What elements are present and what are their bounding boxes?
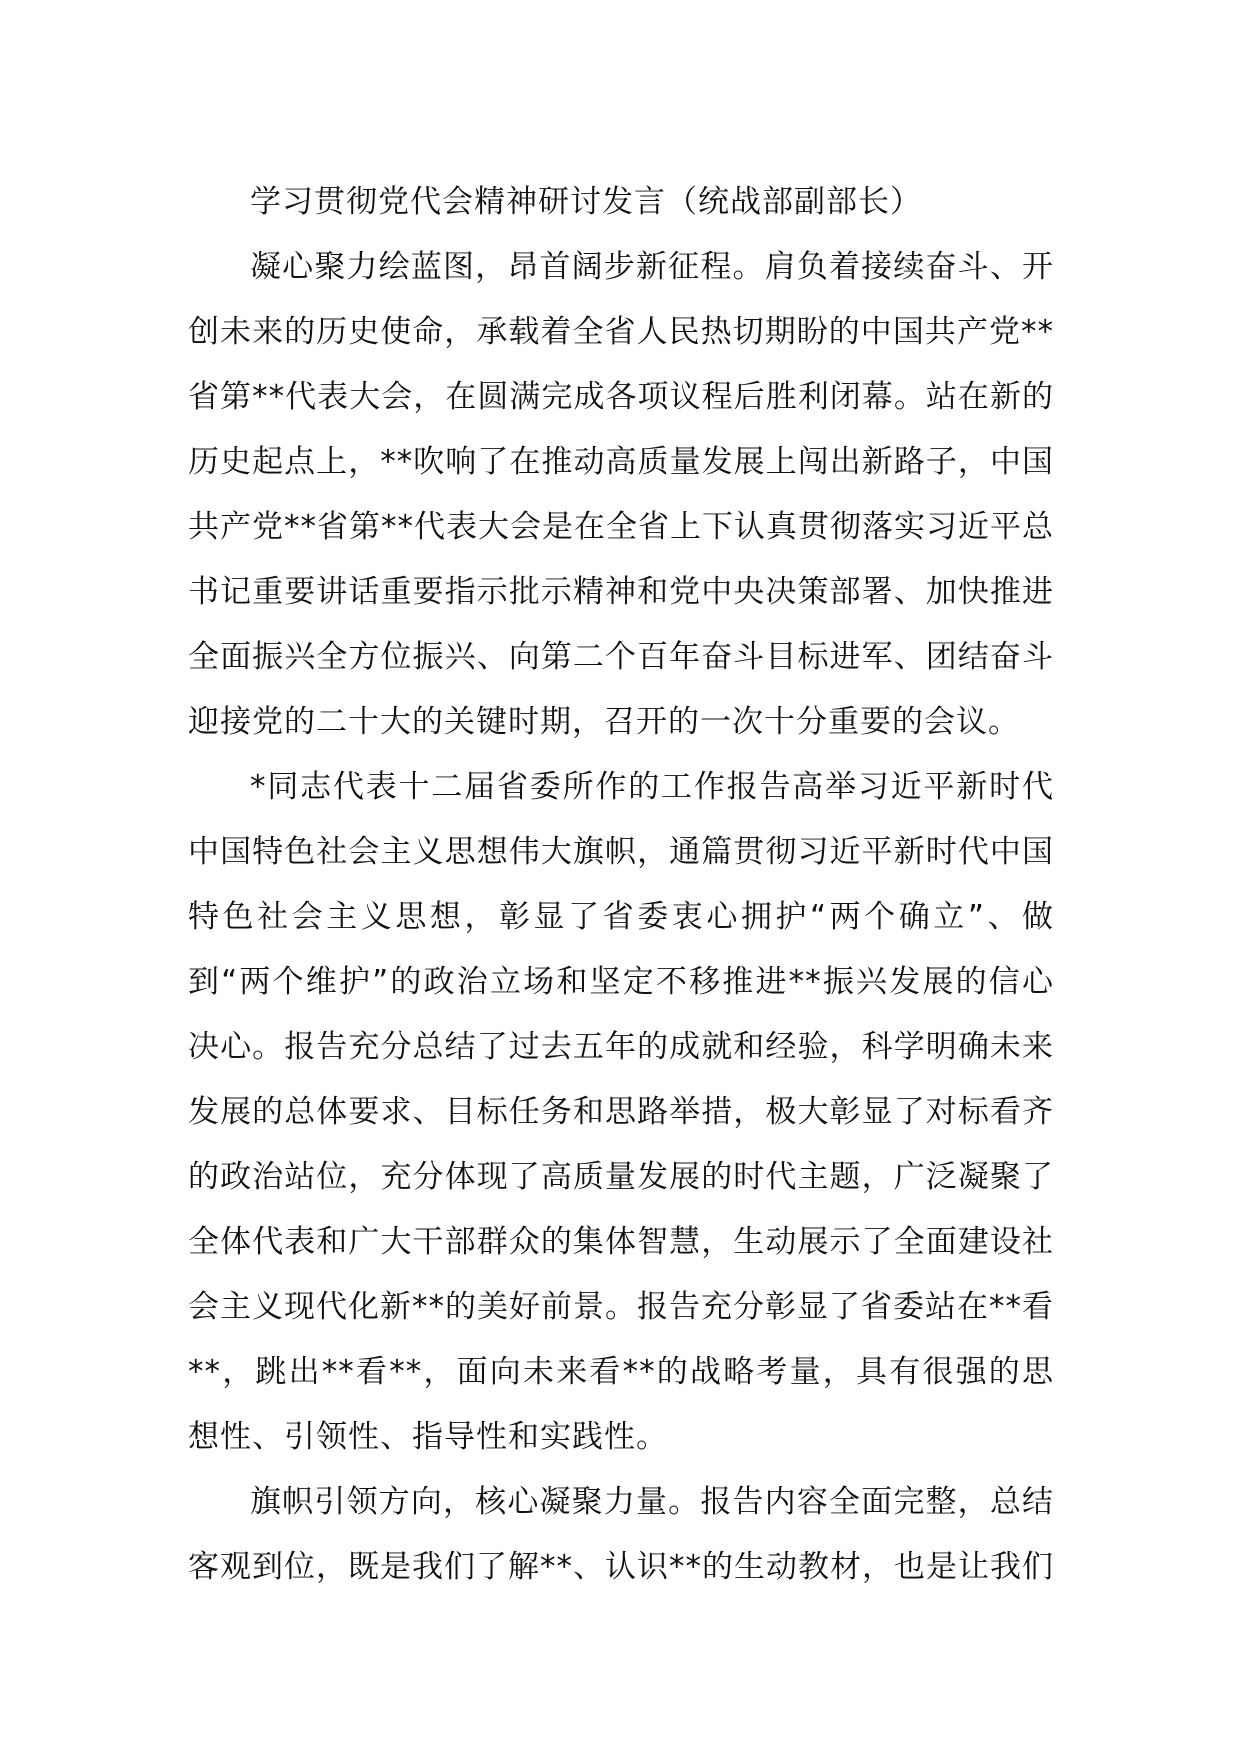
paragraph-2: *同志代表十二届省委所作的工作报告高举习近平新时代中国特色社会主义思想伟大旗帜，通篇贯彻习近平新时代中国特色社会主义思想，彰显了省委衷心拥护“两个确立”、做到“两个维护”的政治立场和坚定不移推进**振兴发展的信心决心。报告充分总结了过去五年的成就和经验，科学明确未来发展的总体要求、目标任务和思路举措，极大彰显了对标看齐的政治站位，充分体现了高质量发展的时代主题，广泛凝聚了全体代表和广大干部群众的集体智慧，生动展示了全面建设社会主义现代化新**的美好前景。报告充分彰显了省委站在**看**，跳出**看**，面向未来看**的战略考量，具有很强的思想性、引领性、指导性和实践性。: [188, 769, 1054, 1455]
paragraph-3: 旗帜引领方向，核心凝聚力量。报告内容全面完整，总结客观到位，既是我们了解**、认识**的生动教材，也是让我们: [188, 1484, 1054, 1585]
document-title: 学习贯彻党代会精神研讨发言（统战部副部长）: [250, 184, 922, 220]
paragraph-1: 凝心聚力绘蓝图，昂首阔步新征程。肩负着接续奋斗、开创未来的历史使命，承载着全省人民热切期盼的中国共产党**省第**代表大会，在圆满完成各项议程后胜利闭幕。站在新的历史起点上，**吹响了在推动高质量发展上闯出新路子，中国共产党**省第**代表大会是在全省上下认真贯彻落实习近平总书记重要讲话重要指示批示精神和党中央决策部署、加快推进全面振兴全方位振兴、向第二个百年奋斗目标进军、团结奋斗迎接党的二十大的关键时期，召开的一次十分重要的会议。: [188, 249, 1054, 740]
document-body: [188, 170, 1054, 1600]
